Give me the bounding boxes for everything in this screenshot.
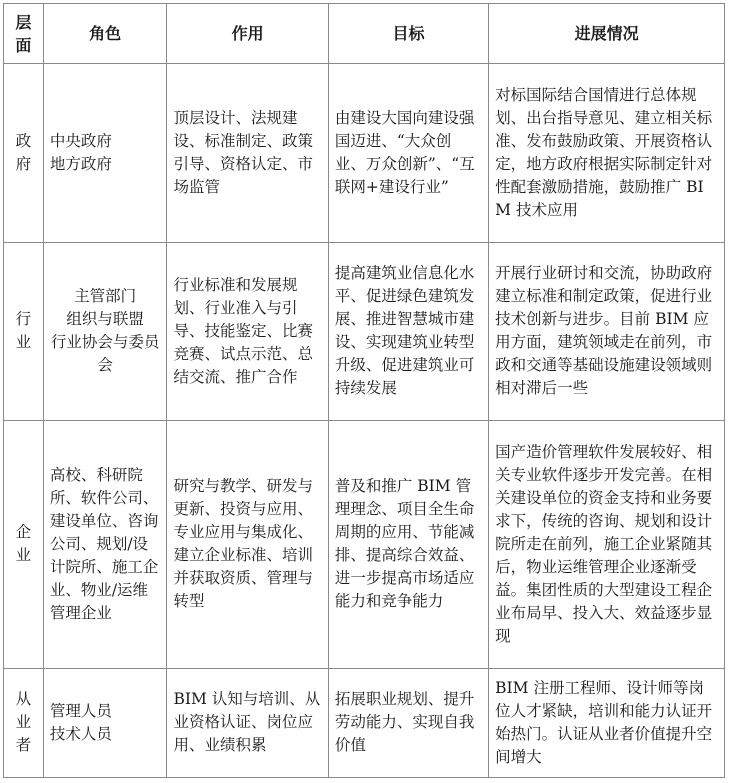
role-item: 高校、科研院所、软件公司、建设单位、咨询公司、规划/设计院所、施工企业、物业/运维管理企业	[49, 465, 159, 622]
goal-cell: 普及和推广 BIM 管理理念、项目全生命周期的应用、节能减排、提高综合效益、进一步提高市场适应能力和竞争能力	[328, 421, 488, 669]
role-cell	[43, 421, 167, 669]
table-row	[4, 421, 725, 669]
header-role: 角色	[43, 4, 167, 64]
goal-cell: 拓展职业规划、提升劳动能力、实现自我价值	[328, 668, 488, 777]
role-item: 组织与联盟	[66, 310, 144, 329]
table-row	[4, 668, 725, 777]
header-layer: 层面	[4, 4, 44, 64]
bim-stakeholder-table	[3, 3, 725, 778]
progress-cell: BIM 注册工程师、设计师等岗位人才紧缺，培训和能力认证开始热门。认证从业者价值提升空间增大	[489, 668, 725, 777]
function-cell: 行业标准和发展规划、行业准入与引导、技能鉴定、比赛竞赛、试点示范、总结交流、推广合作	[167, 242, 328, 420]
layer-cell: 政府	[4, 64, 44, 242]
function-cell: 研究与教学、研发与更新、投资与应用、专业应用与集成化、建立企业标准、培训并获取资质、管理与转型	[167, 421, 328, 669]
table-row	[4, 64, 725, 242]
progress-cell: 开展行业研讨和交流，协助政府建立标准和制定政策，促进行业技术创新与进步。目前 BIM 应用方面，建筑领域走在前列，市政和交通等基础设施建设领域则相对滞后一些	[489, 242, 725, 420]
goal-cell: 由建设大国向建设强国迈进、“大众创业、万众创新”、“互联网+建设行业”	[328, 64, 488, 242]
header-row	[4, 4, 725, 64]
header-progress: 进展情况	[489, 4, 725, 64]
role-cell	[43, 668, 167, 777]
progress-cell: 国产造价管理软件发展较好、相关专业软件逐步开发完善。在相关建设单位的资金支持和业务要求下，传统的咨询、规划和设计院所走在前列，施工企业紧随其后，物业运维管理企业逐渐受益。集团性质的大型建设工程企业布局早、投入大、效益逐步显现	[489, 421, 725, 669]
goal-cell: 提高建筑业信息化水平、促进绿色建筑发展、推进智慧城市建设、实现建筑业转型升级、促进建筑业可持续发展	[328, 242, 488, 420]
progress-cell: 对标国际结合国情进行总体规划、出台指导意见、建立相关标准、发布鼓励政策、开展资格认定，地方政府根据实际制定针对性配套激励措施，鼓励推广 BIM 技术应用	[489, 64, 725, 242]
layer-cell: 从业者	[4, 668, 44, 777]
role-item: 技术人员	[49, 724, 112, 743]
header-function: 作用	[167, 4, 328, 64]
role-item: 中央政府	[49, 131, 112, 150]
layer-cell: 企业	[4, 421, 44, 669]
role-item: 行业协会与委员会	[50, 333, 160, 375]
function-cell: BIM 认知与培训、从业资格认证、岗位应用、业绩积累	[167, 668, 328, 777]
table-row	[4, 242, 725, 420]
role-item: 管理人员	[49, 701, 112, 720]
header-goal: 目标	[328, 4, 488, 64]
role-cell	[43, 64, 167, 242]
layer-cell: 行业	[4, 242, 44, 420]
role-cell	[43, 242, 167, 420]
role-item: 主管部门	[74, 287, 137, 306]
function-cell: 顶层设计、法规建设、标准制定、政策引导、资格认定、市场监管	[167, 64, 328, 242]
role-item: 地方政府	[49, 154, 112, 173]
